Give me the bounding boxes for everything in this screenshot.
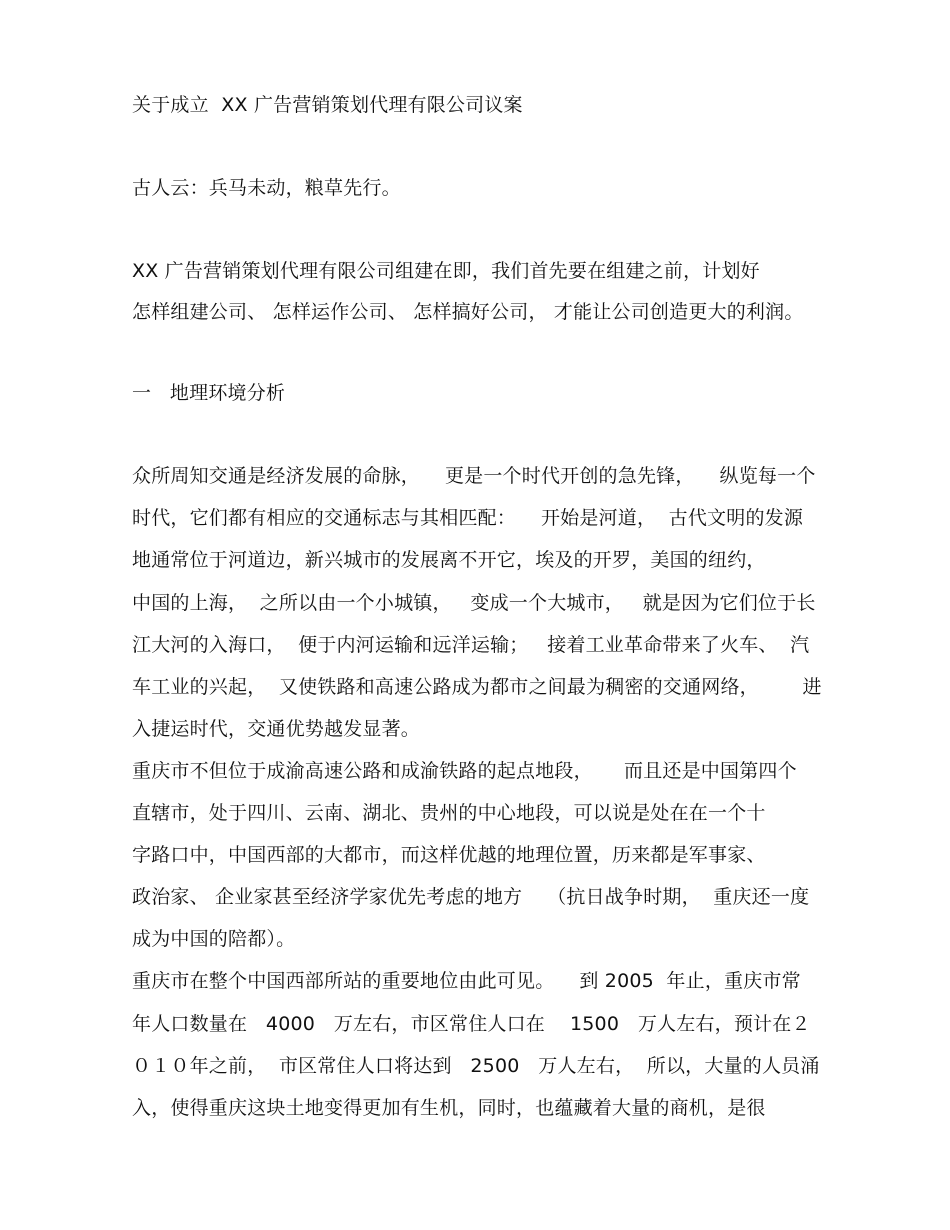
body-line: 入捷运时代，交通优势越发显著。 [132, 718, 421, 740]
body-line: 时代，它们都有相应的交通标志与其相匹配： 开始是河道， 古代文明的发源 [132, 507, 804, 529]
body-line: 中国的上海， 之所以由一个小城镇， 变成一个大城市， 就是因为它们位于长 [132, 592, 816, 614]
document-title: 关于成立 XX 广告营销策划代理有限公司议案 [132, 94, 523, 116]
body-line: 直辖市，处于四川、云南、湖北、贵州的中心地段，可以说是处在在一个十 [132, 802, 766, 824]
body-line: 江大河的入海口， 便于内河运输和远洋运输； 接着工业革命带来了火车、 汽 [132, 634, 810, 656]
body-line: 年人口数量在 4000 万左右，市区常住人口在 1500 万人左右，预计在２ [132, 1013, 811, 1035]
body-line: 重庆市不但位于成渝高速公路和成渝铁路的起点地段， 而且还是中国第四个 [132, 760, 797, 782]
section-heading: 一 地理环境分析 [132, 382, 286, 404]
body-line: 政治家、 企业家甚至经济学家优先考虑的地方 （抗日战争时期， 重庆还一度 [132, 886, 810, 908]
intro-line: 怎样组建公司、 怎样运作公司、 怎样搞好公司， 才能让公司创造更大的利润。 [132, 301, 804, 323]
body-line: 入，使得重庆这块土地变得更加有生机，同时，也蕴藏着大量的商机，是很 [132, 1097, 766, 1119]
body-line: 地通常位于河道边，新兴城市的发展离不开它，埃及的开罗，美国的纽约， [132, 549, 766, 571]
body-line: ０１０年之前， 市区常住人口将达到 2500 万人左右， 所以，大量的人员涌 [132, 1055, 820, 1077]
body-line: 重庆市在整个中国西部所站的重要地位由此可见。 到 2005 年止，重庆市常 [132, 970, 801, 992]
body-line: 字路口中，中国西部的大都市，而这样优越的地理位置，历来都是军事家、 [132, 844, 766, 866]
body-line: 车工业的兴起， 又使铁路和高速公路成为都市之间最为稠密的交通网络， 进 [132, 676, 822, 698]
intro-line: XX 广告营销策划代理有限公司组建在即，我们首先要在组建之前，计划好 [132, 260, 760, 282]
body-line: 成为中国的陪都）。 [132, 928, 296, 950]
epigraph: 古人云：兵马未动，粮草先行。 [132, 177, 401, 199]
body-line: 众所周知交通是经济发展的命脉， 更是一个时代开创的急先锋， 纵览每一个 [132, 465, 816, 487]
